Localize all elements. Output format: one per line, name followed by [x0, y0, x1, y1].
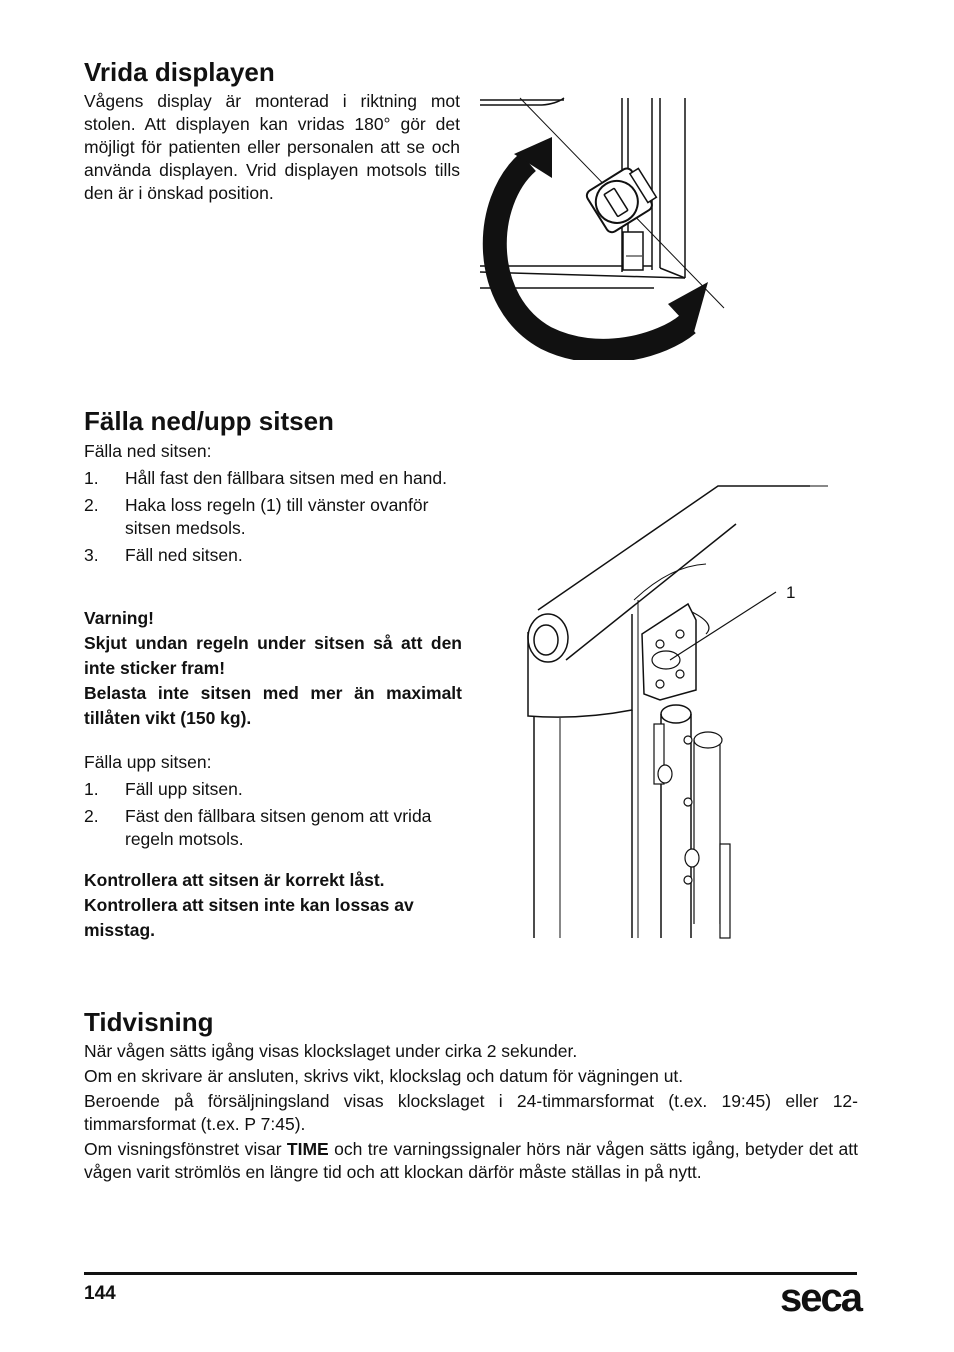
fold-up-steps — [84, 778, 464, 855]
warning-title: Varning! — [84, 608, 155, 628]
step-text: Haka loss regeln (1) till vänster ovanför sitsen medsols. — [125, 495, 429, 538]
step-number: 2. — [84, 495, 99, 515]
fold-up-intro: Fälla upp sitsen: — [84, 752, 212, 772]
list-item — [84, 544, 464, 567]
step-number: 1. — [84, 468, 99, 488]
paragraph: Om en skrivare är ansluten, skrivs vikt, klockslag och datum för vägningen ut. — [84, 1066, 684, 1086]
paragraph-text: Om visningsfönstret visar — [84, 1139, 287, 1159]
list-item — [84, 467, 464, 490]
time-keyword: TIME — [286, 1139, 329, 1159]
fold-down-intro: Fälla ned sitsen: — [84, 441, 212, 461]
seat-latch-illustration — [520, 484, 840, 940]
step-text: Håll fast den fällbara sitsen med en hand. — [125, 468, 447, 488]
warning-line: Skjut undan regeln under sitsen så att den inte sticker fram! — [84, 633, 462, 678]
page-number: 144 — [84, 1283, 116, 1304]
fold-down-steps — [84, 467, 464, 571]
section-title-time-display: Tidvisning — [84, 1007, 214, 1037]
rotate-display-illustration — [476, 92, 736, 360]
list-item — [84, 494, 464, 540]
callout-label: 1 — [786, 583, 796, 602]
list-item — [84, 805, 464, 851]
step-number: 2. — [84, 806, 99, 826]
seca-logo: seca — [780, 1276, 861, 1320]
warning-block — [84, 606, 462, 731]
step-text: Fäll upp sitsen. — [125, 779, 243, 799]
step-text: Fäll ned sitsen. — [125, 545, 243, 565]
list-item — [84, 778, 464, 801]
paragraph: Beroende på försäljningsland visas klockslaget i 24-timmarsformat (t.ex. 19:45) eller 12-timmarsformat (t.ex. P 7:45). — [84, 1091, 858, 1134]
paragraph-text: och tre varningssignaler hörs när vågen sätts igång, betyder det att vågen varit strömlös en längre tid och att klockan därför måste ställas in på nytt. — [84, 1139, 858, 1182]
footer-divider — [84, 1272, 857, 1275]
step-text: Fäst den fällbara sitsen genom att vrida regeln motsols. — [125, 806, 432, 849]
check-line: Kontrollera att sitsen inte kan lossas av misstag. — [84, 895, 414, 940]
paragraph — [84, 1138, 858, 1184]
warning-line: Belasta inte sitsen med mer än maximalt tillåten vikt (150 kg). — [84, 683, 462, 728]
paragraph: När vågen sätts igång visas klockslaget under cirka 2 sekunder. — [84, 1041, 578, 1061]
step-number: 1. — [84, 779, 99, 799]
time-display-body — [84, 1040, 858, 1186]
step-number: 3. — [84, 545, 99, 565]
check-block — [84, 868, 464, 943]
rotate-display-description: Vågens display är monterad i riktning mot stolen. Att displayen kan vridas 180° gör det möjligt för patienten eller personalen att se och använda displayen. Vrid displayen motsols tills den är i önskad position. — [84, 91, 460, 203]
check-line: Kontrollera att sitsen är korrekt låst. — [84, 870, 385, 890]
section-title-rotate-display: Vrida displayen — [84, 57, 275, 87]
section-title-fold-seat: Fälla ned/upp sitsen — [84, 406, 334, 436]
